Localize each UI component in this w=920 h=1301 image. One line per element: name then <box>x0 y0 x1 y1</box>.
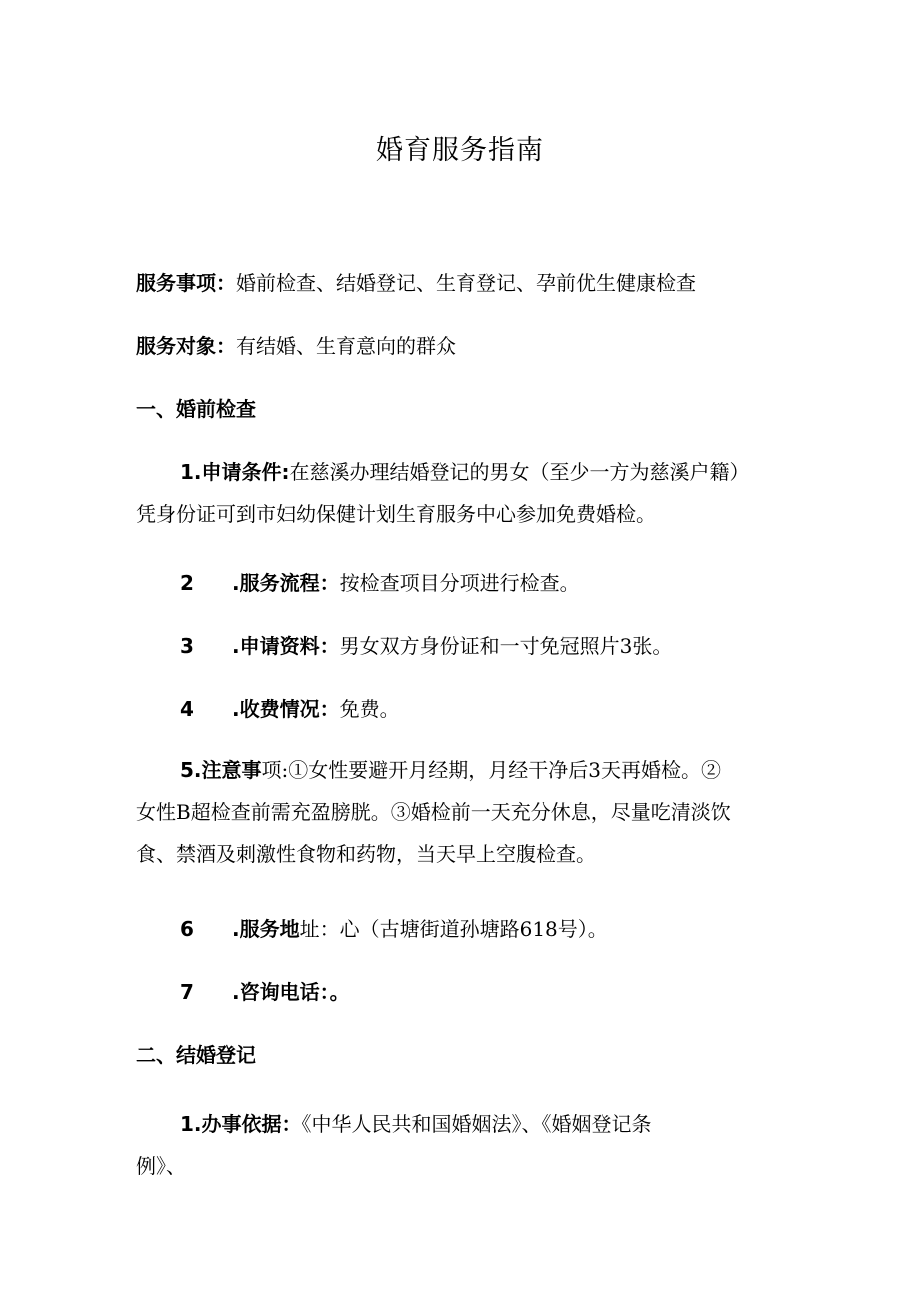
item-text: 免费。 <box>339 697 400 721</box>
item-text: 址：心（古塘街道孙塘路618号）。 <box>299 917 608 941</box>
item-number: 3 <box>180 634 194 658</box>
item-text: 《中华人民共和国婚姻法》、《婚姻登记条 <box>301 1112 652 1136</box>
service-items-line <box>136 262 816 304</box>
item-number: 4 <box>180 697 194 721</box>
service-items-value: 婚前检查、结婚登记、生育登记、孕前优生健康检查 <box>236 271 696 295</box>
item-label: .咨询电话：。 <box>232 980 350 1004</box>
service-target-label: 服务对象： <box>136 334 236 358</box>
item-label: .申请条件: <box>193 460 290 484</box>
service-target-value: 有结婚、生育意向的群众 <box>236 334 456 358</box>
item-text-cont: 凭身份证可到市妇幼保健计划生育服务中心参加免费婚检。 <box>136 502 656 526</box>
item-text-cont: 食、禁酒及刺激性食物和药物，当天早上空腹检查。 <box>136 842 596 866</box>
section1-item-4 <box>180 688 860 730</box>
item-label: .申请资料： <box>232 634 340 658</box>
section2-heading: 二、结婚登记 <box>136 1043 256 1067</box>
item-label: .服务地 <box>232 917 300 941</box>
item-label: .办事依据： <box>193 1112 302 1136</box>
section1-item-7 <box>180 971 860 1013</box>
item-number: 5 <box>180 758 194 782</box>
item-label: .收费情况： <box>232 697 340 721</box>
section1-item-1 <box>136 451 800 535</box>
section1-item-6 <box>180 908 860 950</box>
item-label: .注意事 <box>193 758 262 782</box>
item-text: 项:①女性要避开月经期，月经干净后3天再婚检。② <box>261 758 721 782</box>
section1-heading: 一、婚前检查 <box>136 397 256 421</box>
item-text-cont: 女性B超检查前需充盈膀胱。③婚检前一天充分休息，尽量吃清淡饮 <box>136 800 731 824</box>
section2-item-1 <box>136 1103 800 1187</box>
service-items-label: 服务事项： <box>136 271 236 295</box>
item-number: 1 <box>180 460 194 484</box>
section1-item-2 <box>180 562 860 604</box>
item-number: 7 <box>180 980 194 1004</box>
section1-item-5 <box>136 749 800 875</box>
item-text-cont: 例》、 <box>136 1154 186 1178</box>
section1-item-3 <box>180 625 860 667</box>
item-text: 男女双方身份证和一寸免冠照片3张。 <box>339 634 673 658</box>
page-title: 婚育服务指南 <box>376 135 544 166</box>
item-text: 在慈溪办理结婚登记的男女（至少一方为慈溪户籍） <box>289 460 750 484</box>
item-number: 1 <box>180 1112 194 1136</box>
item-text: 按检查项目分项进行检查。 <box>339 571 580 595</box>
item-number: 2 <box>180 571 194 595</box>
item-label: .服务流程： <box>232 571 340 595</box>
item-number: 6 <box>180 917 194 941</box>
service-target-line <box>136 325 816 367</box>
